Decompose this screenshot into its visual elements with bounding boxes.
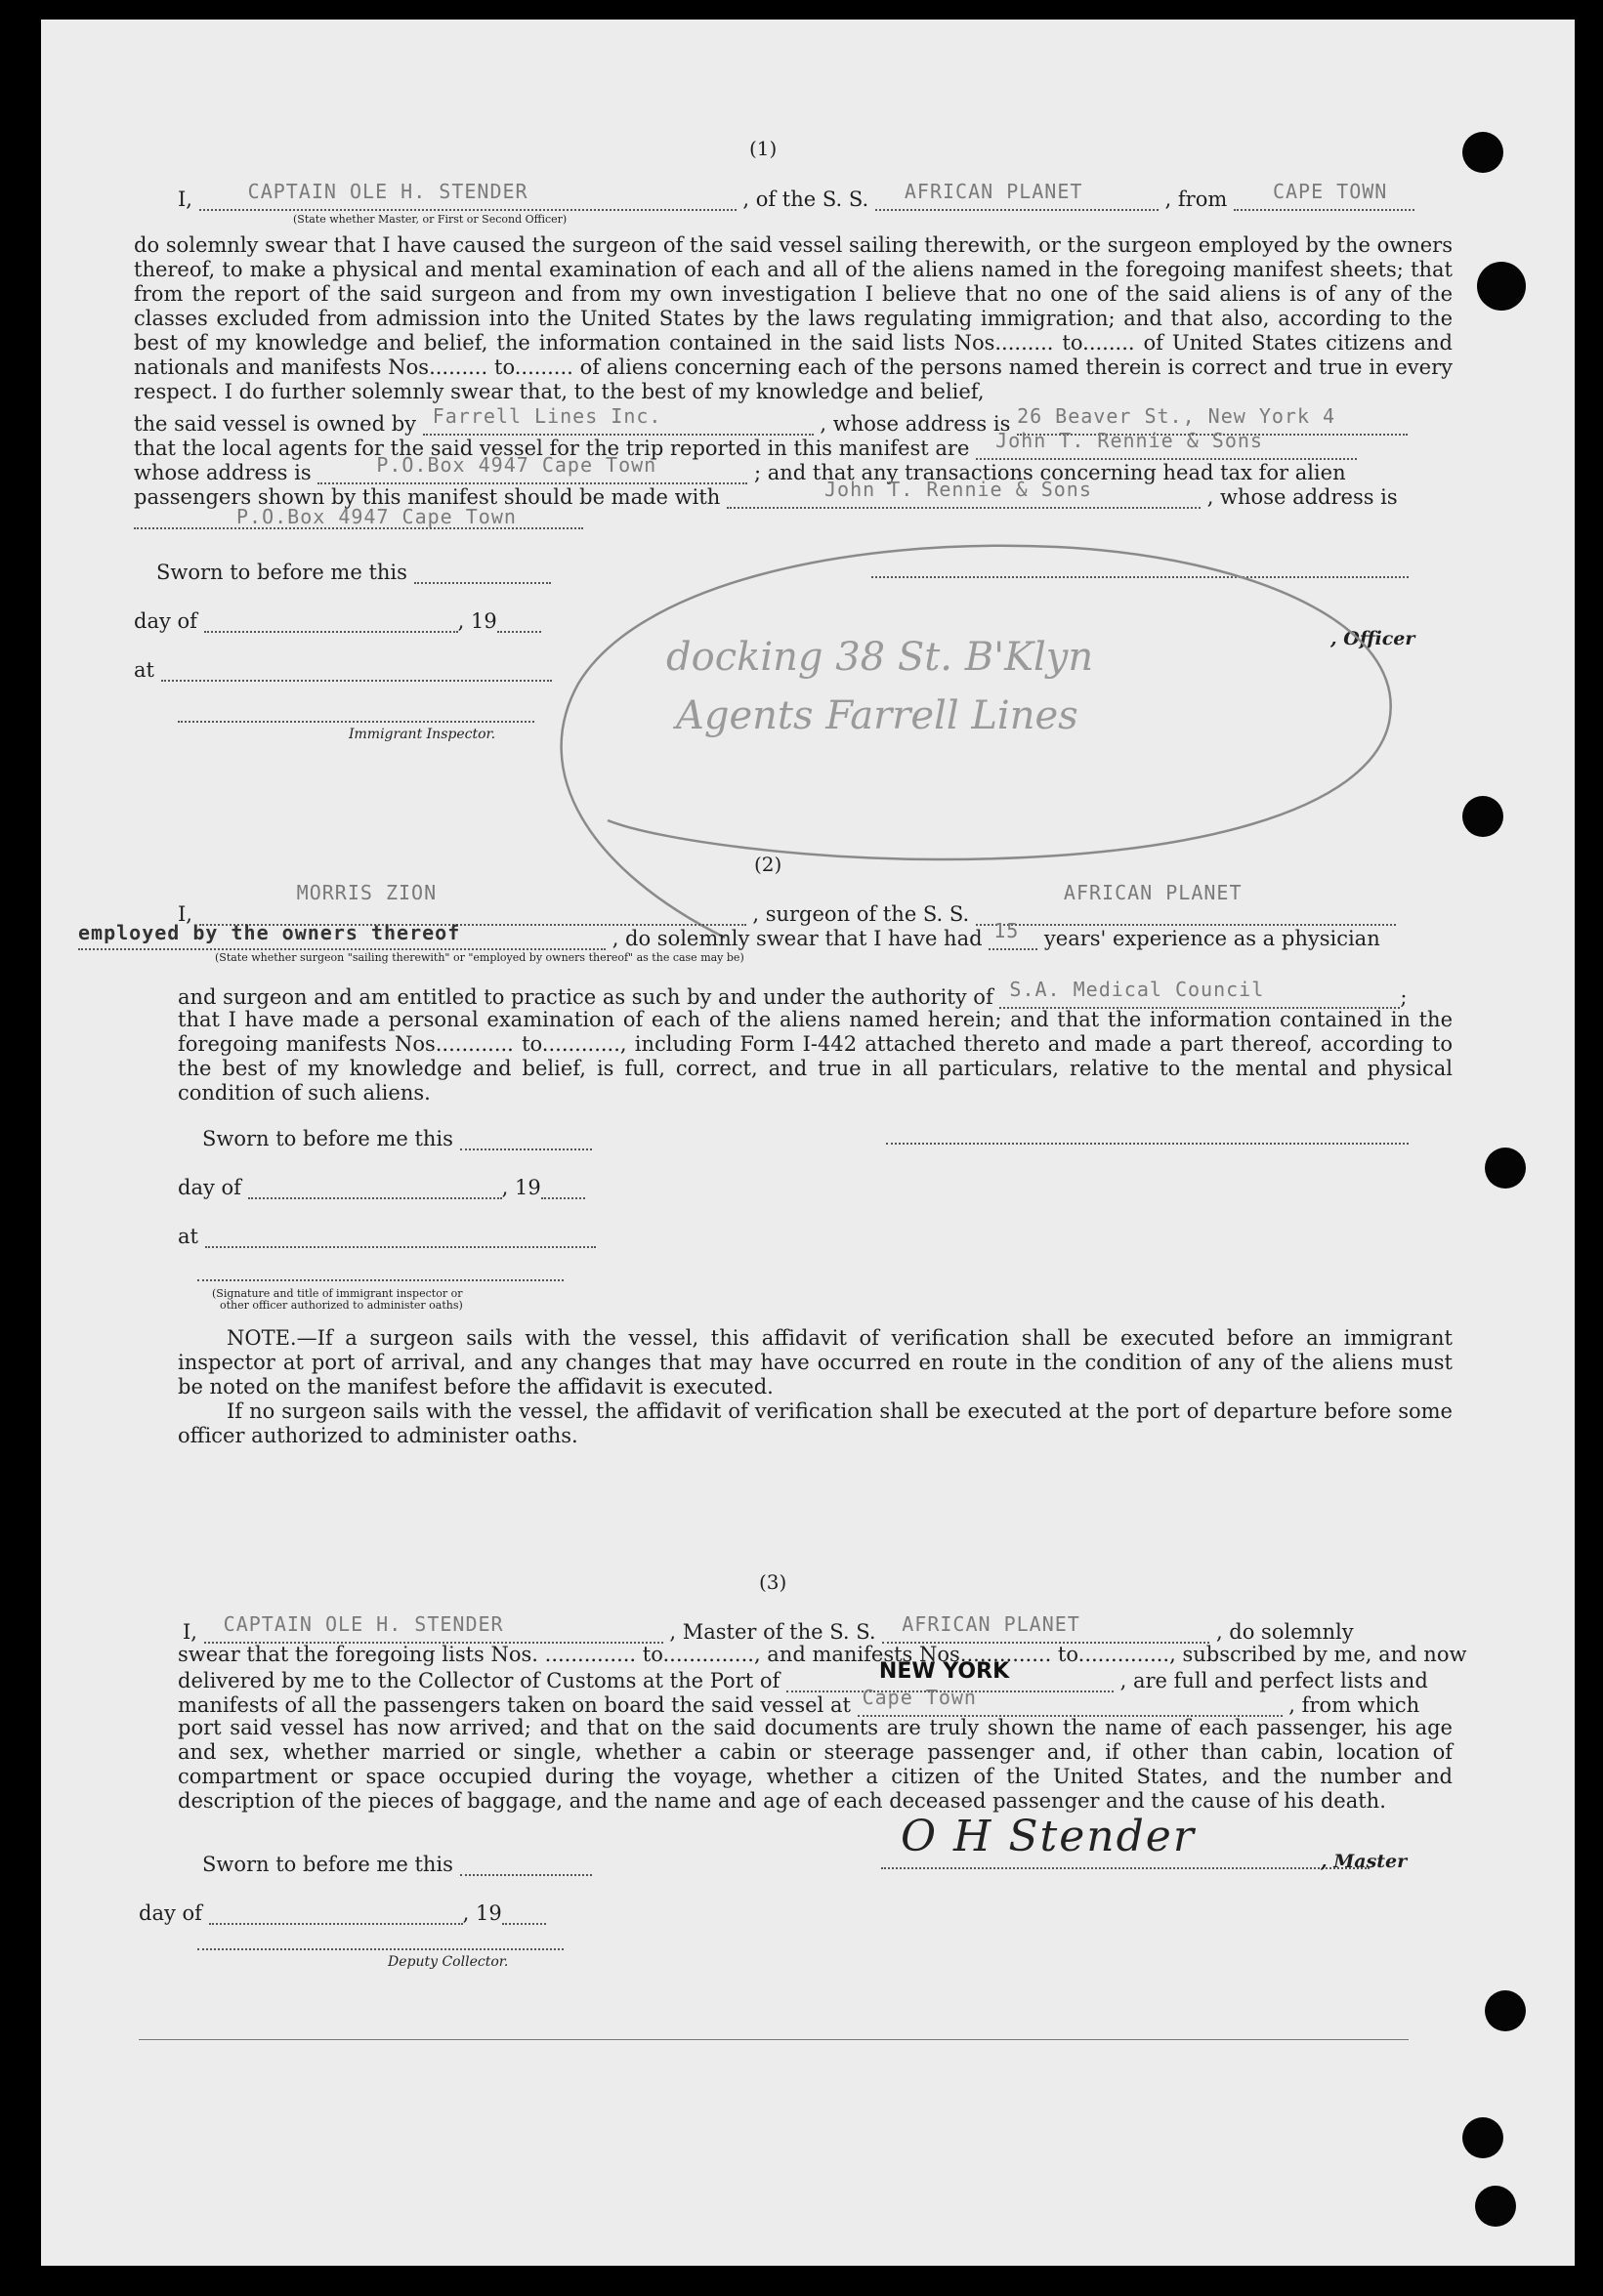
s3-line-4b: , from which: [1288, 1693, 1420, 1717]
s2-nineteen: , 19: [501, 1176, 541, 1199]
s2-at-field: [205, 1223, 596, 1248]
punch-hole: [1462, 796, 1503, 837]
s2-signature-line: [886, 1143, 1409, 1145]
s1-from-field: [1234, 180, 1414, 211]
s3-day-field: [209, 1899, 463, 1925]
s3-port: NEW YORK: [878, 1659, 1010, 1684]
s3-master-sig: , Master: [1321, 1851, 1408, 1872]
s3-master-name: CAPTAIN OLE H. STENDER: [223, 1612, 504, 1636]
s2-day-line: [178, 1174, 585, 1199]
punch-hole: [1477, 262, 1526, 311]
s1-ship-field: [875, 180, 1159, 211]
s1-nineteen: , 19: [457, 609, 497, 633]
s1-at-field: [161, 656, 552, 682]
s1-day-field: [204, 607, 458, 633]
s1-passengers-label: passengers shown by this manifest should be made with: [134, 485, 721, 509]
s3-origin: Cape Town: [862, 1686, 977, 1709]
s3-master-field: [204, 1612, 663, 1644]
s3-sworn-field: [460, 1851, 592, 1876]
section-2-number: (2): [754, 853, 782, 876]
s3-i-label: I,: [183, 1620, 197, 1644]
section-3-number: (3): [759, 1570, 787, 1594]
s2-swear-text: , do solemnly swear that I have had: [612, 927, 983, 950]
s1-day-of: day of: [134, 609, 197, 633]
s1-agents-address-line: [134, 453, 1346, 484]
bottom-rule: [139, 2039, 1409, 2040]
s3-sworn: Sworn to before me this: [202, 1853, 453, 1876]
s2-ship-name: AFRICAN PLANET: [1063, 881, 1243, 904]
s2-years-field: [989, 919, 1037, 950]
s2-surgeon-of: , surgeon of the S. S.: [752, 902, 970, 926]
s1-agents-line: [134, 429, 1357, 460]
s3-body: port said vessel has now arrived; and that on the said documents are truly shown the name of each passenger, his age and sex, whether married or single, whether a cabin or steerage passenger and, if other than cabin, location of compartment or space occupied during the voyage, whether a citizen of the United States, and the number and description of the pieces of baggage, and the name and age of each deceased passenger and the cause of his death.: [178, 1716, 1453, 1813]
punch-hole: [1485, 1148, 1526, 1189]
master-signature: O H Stender: [901, 1812, 1196, 1861]
s2-i-label: I,: [178, 902, 192, 926]
s1-owner-field: [423, 404, 814, 436]
s2-line-2: [78, 919, 1380, 950]
s1-ship-name: AFRICAN PLANET: [904, 180, 1083, 203]
s3-ship-field: [882, 1612, 1209, 1644]
s2-sworn: Sworn to before me this: [202, 1127, 453, 1150]
s2-day-field: [248, 1174, 502, 1199]
s1-from-label: , from: [1164, 188, 1228, 211]
s3-line-3a: delivered by me to the Collector of Customs at the Port of: [178, 1669, 780, 1692]
punch-hole: [1485, 1990, 1526, 2031]
s1-owner: Farrell Lines Inc.: [432, 404, 662, 428]
s1-master-name: CAPTAIN OLE H. STENDER: [247, 180, 528, 203]
s3-line-4: [178, 1686, 1420, 1717]
s1-i-label: I,: [178, 188, 192, 211]
s1-owned-label: the said vessel is owned by: [134, 412, 417, 436]
s1-tax-agent-field: [727, 478, 1201, 509]
handwritten-note-1: docking 38 St. B'Klyn: [666, 635, 1094, 680]
section-1-number: (1): [749, 137, 778, 160]
s1-whose-address-label: , whose address is: [820, 412, 1011, 436]
s1-agents-address-field: [317, 453, 747, 484]
handwritten-note-2: Agents Farrell Lines: [676, 693, 1078, 738]
s1-day-line: [134, 607, 541, 633]
s2-year-field: [541, 1174, 585, 1199]
s3-nineteen: , 19: [462, 1901, 502, 1925]
s2-at-line: [178, 1223, 596, 1248]
s2-sworn-field: [460, 1125, 592, 1150]
s2-years-text: years' experience as a physician: [1043, 927, 1380, 950]
s1-owner-address: 26 Beaver St., New York 4: [1017, 404, 1336, 428]
s1-from-port: CAPE TOWN: [1272, 180, 1388, 203]
s1-inspector: Immigrant Inspector.: [349, 727, 496, 742]
s3-ship-name: AFRICAN PLANET: [902, 1612, 1080, 1636]
s3-line-4a: manifests of all the passengers taken on board the said vessel at: [178, 1693, 851, 1717]
s1-head-tax-text: ; and that any transactions concerning head tax for alien: [754, 461, 1346, 484]
s2-note: (State whether surgeon "sailing therewith" or "employed by owners thereof" as the case may be): [215, 951, 744, 964]
s1-agents-field: [976, 429, 1357, 460]
punch-hole: [1462, 132, 1503, 173]
s1-sworn-line: [156, 559, 551, 584]
s1-whose-address3: , whose address is: [1206, 485, 1398, 509]
s1-tax-address: P.O.Box 4947 Cape Town: [236, 505, 517, 528]
s2-note-para-2: If no surgeon sails with the vessel, the affidavit of verification shall be executed at the port of departure before some officer authorized to administer oaths.: [178, 1399, 1453, 1447]
s2-body: that I have made a personal examination of each of the aliens named herein; and that the information contained in the foregoing manifests Nos............ to............, including Form I-442 attached thereto and made a part thereof, according to the best of my knowledge and belief, is full, correct, and true in all particulars, relative to the mental and physical condition of such aliens.: [178, 1008, 1453, 1105]
s2-years: 15: [993, 919, 1020, 942]
s3-year-field: [502, 1899, 546, 1925]
s2-employed-field: [78, 921, 606, 950]
s1-inspector-line: [178, 721, 534, 723]
s1-of-ss: , of the S. S.: [742, 188, 869, 211]
s3-deputy-line: [197, 1948, 564, 1950]
s2-day-of: day of: [178, 1176, 241, 1199]
s3-deputy: Deputy Collector.: [388, 1954, 509, 1970]
s2-inspector-line: [197, 1279, 564, 1281]
s2-employed: employed by the owners thereof: [78, 921, 461, 944]
s2-sig-note-2: other officer authorized to administer oaths): [220, 1299, 463, 1312]
s2-sworn-line: [202, 1125, 592, 1150]
s3-line-3: [178, 1659, 1428, 1692]
s1-agents: John T. Rennie & Sons: [995, 429, 1263, 452]
s3-line-2: swear that the foregoing lists Nos. .............. to.............., and manifests Nos.............. to.............., subscribed by me, and now: [178, 1643, 1467, 1666]
punch-hole: [1475, 2186, 1516, 2227]
s1-tax-agent: John T. Rennie & Sons: [824, 478, 1092, 501]
s1-line-1: [178, 180, 1414, 211]
s2-note-para: NOTE.—If a surgeon sails with the vessel, this affidavit of verification shall be executed before an immigrant inspector at port of arrival, and any changes that may have occurred en route in the condition of any of the aliens must be noted on the manifest before the affidavit is executed.: [178, 1326, 1453, 1398]
s3-line-1: [183, 1612, 1354, 1644]
s2-surgeon-name: MORRIS ZION: [296, 881, 438, 904]
s2-at: at: [178, 1225, 198, 1248]
handwritten-oval: [510, 527, 1438, 957]
s1-master-field: [199, 180, 737, 211]
s2-authority-field: [999, 978, 1400, 1009]
s2-practice-text: and surgeon and am entitled to practice as such by and under the authority of: [178, 985, 993, 1009]
s1-whose-address2-label: whose address is: [134, 461, 312, 484]
manifest-page: [41, 20, 1575, 2266]
s3-signature-line: [881, 1867, 1370, 1869]
s2-sig-note-1: (Signature and title of immigrant inspector or: [212, 1287, 463, 1300]
s2-ship-field: [976, 881, 1396, 926]
s1-agents-label: that the local agents for the said vessel for the trip reported in this manifest are: [134, 437, 970, 460]
s3-day-of: day of: [139, 1901, 202, 1925]
s3-day-line: [139, 1899, 546, 1925]
s1-body: do solemnly swear that I have caused the surgeon of the said vessel sailing therewith, or the surgeon employed by the owners thereof, to make a physical and mental examination of each and all of the aliens named in the foregoing manifest sheets; that from the report of the said surgeon and from my own investigation I believe that no one of the said aliens is of any of the classes excluded from admission into the United States by the laws regulating immigration; and that also, according to the best of my knowledge and belief, the information contained in the said lists Nos......... to........ of United States citizens and nationals and manifests Nos......... to......... of aliens concerning each of the persons named therein is correct and true in every respect. I do further solemnly swear that, to the best of my knowledge and belief,: [134, 233, 1453, 403]
s1-at-line: [134, 656, 552, 682]
s1-officer: , Officer: [1330, 628, 1415, 649]
s3-origin-field: [858, 1686, 1283, 1717]
punch-hole: [1462, 2117, 1503, 2158]
s3-sworn-line: [202, 1851, 592, 1876]
s1-agents-address: P.O.Box 4947 Cape Town: [376, 453, 657, 477]
s3-master-of: , Master of the S. S.: [669, 1620, 876, 1644]
s1-sworn: Sworn to before me this: [156, 561, 407, 584]
s1-note: (State whether Master, or First or Second Officer): [293, 213, 568, 226]
s3-do-solemnly: , do solemnly: [1215, 1620, 1354, 1644]
s2-practice-line: and surgeon and am entitled to practice as such by and under the authority of S.A. Medical Council ;: [178, 978, 1408, 1009]
s2-authority: S.A. Medical Council: [1009, 978, 1265, 1001]
s1-at: at: [134, 658, 154, 682]
s3-line-3b: , are full and perfect lists and: [1119, 1669, 1428, 1692]
